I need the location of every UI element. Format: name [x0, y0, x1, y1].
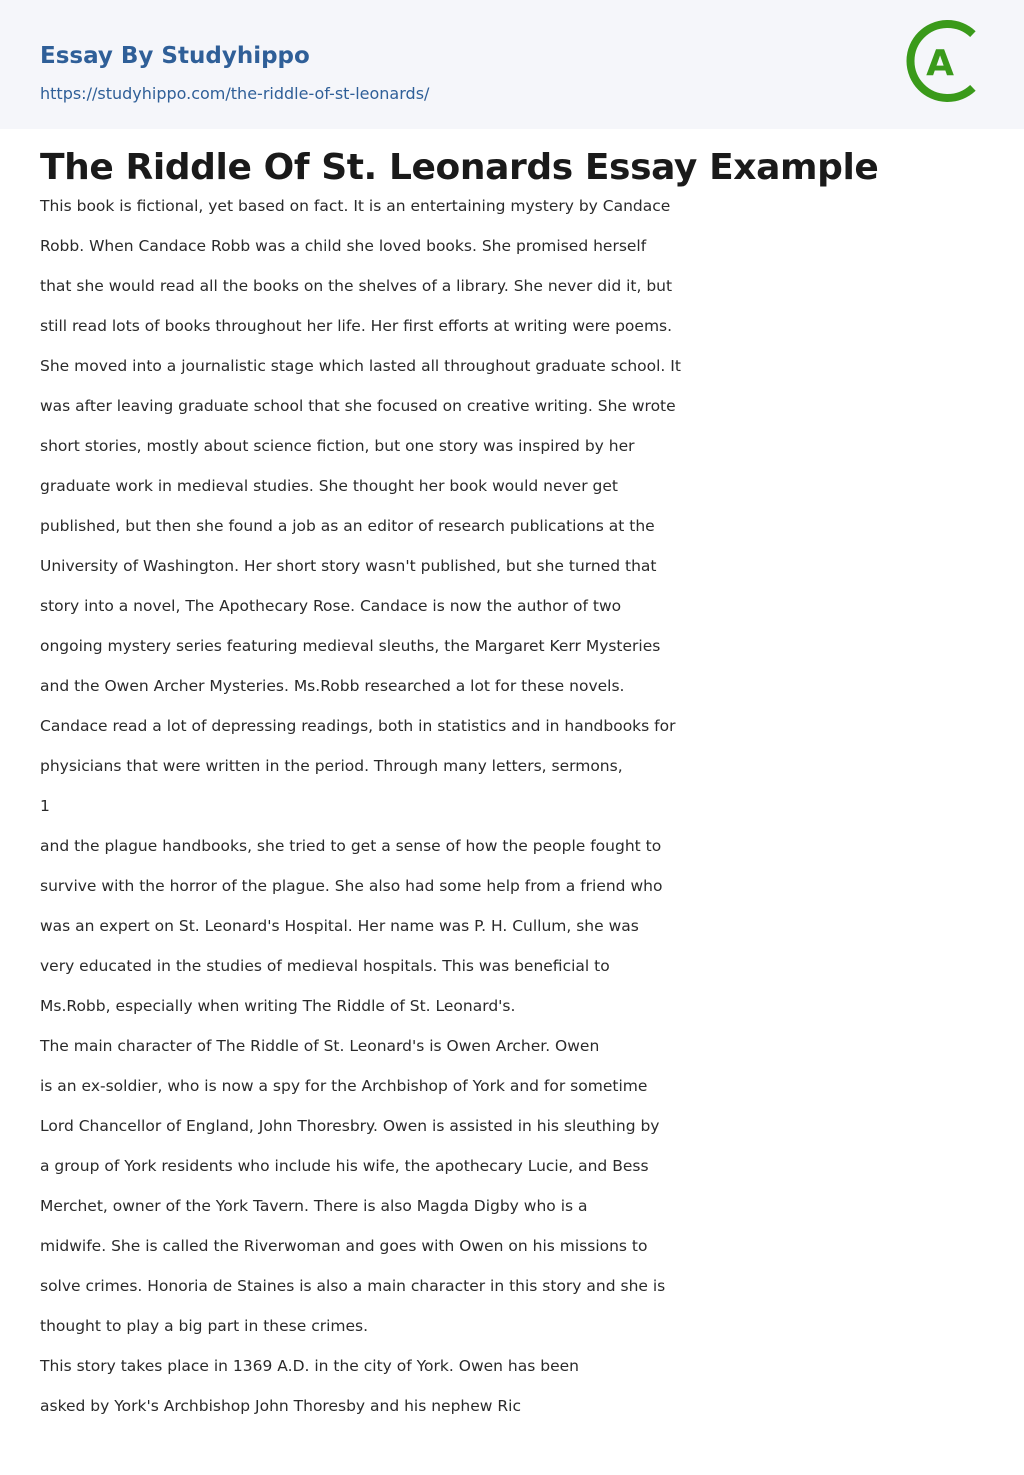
essay-line: was an expert on St. Leonard's Hospital. Her name was P. H. Cullum, she was — [40, 917, 639, 935]
essay-line: was after leaving graduate school that she focused on creative writing. She wrote — [40, 397, 676, 415]
essay-line: survive with the horror of the plague. She also had some help from a friend who — [40, 877, 663, 895]
source-url-link[interactable]: https://studyhippo.com/the-riddle-of-st-leonards/ — [40, 84, 430, 103]
essay-line: This story takes place in 1369 A.D. in the city of York. Owen has been — [40, 1357, 579, 1375]
essay-line: still read lots of books throughout her life. Her first efforts at writing were poems. — [40, 317, 673, 335]
studyhippo-logo-icon[interactable] — [906, 18, 992, 104]
essay-line: and the Owen Archer Mysteries. Ms.Robb researched a lot for these novels. — [40, 677, 625, 695]
essay-line: thought to play a big part in these crimes. — [40, 1317, 369, 1335]
essay-line: that she would read all the books on the shelves of a library. She never did it, but — [40, 277, 673, 295]
essay-line: Robb. When Candace Robb was a child she loved books. She promised herself — [40, 237, 647, 255]
essay-line: ongoing mystery series featuring medieval sleuths, the Margaret Kerr Mysteries — [40, 637, 661, 655]
essay-line: very educated in the studies of medieval hospitals. This was beneficial to — [40, 957, 610, 975]
essay-line: short stories, mostly about science fiction, but one story was inspired by her — [40, 437, 635, 455]
essay-line: physicians that were written in the period. Through many letters, sermons, — [40, 757, 623, 775]
essay-line: Merchet, owner of the York Tavern. There is also Magda Digby who is a — [40, 1197, 588, 1215]
page-title: The Riddle Of St. Leonards Essay Example — [40, 147, 879, 188]
essay-line: is an ex-soldier, who is now a spy for the Archbishop of York and for sometime — [40, 1077, 648, 1095]
site-header — [0, 0, 1024, 129]
essay-line: story into a novel, The Apothecary Rose. Candace is now the author of two — [40, 597, 622, 615]
essay-line: University of Washington. Her short story wasn't published, but she turned that — [40, 557, 657, 575]
essay-line: and the plague handbooks, she tried to get a sense of how the people fought to — [40, 837, 662, 855]
essay-line: solve crimes. Honoria de Staines is also a main character in this story and she is — [40, 1277, 666, 1295]
logo-letter: A — [926, 43, 954, 84]
essay-line: midwife. She is called the Riverwoman and goes with Owen on his missions to — [40, 1237, 648, 1255]
essay-line: 1 — [40, 797, 50, 815]
essay-line: asked by York's Archbishop John Thoresby and his nephew Ric — [40, 1397, 521, 1415]
essay-line: published, but then she found a job as an editor of research publications at the — [40, 517, 655, 535]
essay-line: graduate work in medieval studies. She thought her book would never get — [40, 477, 618, 495]
essay-body — [40, 194, 730, 1434]
essay-line: This book is fictional, yet based on fact. It is an entertaining mystery by Candace — [40, 197, 671, 215]
site-brand[interactable]: Essay By Studyhippo — [40, 43, 310, 69]
essay-line: Candace read a lot of depressing readings, both in statistics and in handbooks for — [40, 717, 676, 735]
essay-line: The main character of The Riddle of St. Leonard's is Owen Archer. Owen — [40, 1037, 600, 1055]
essay-line: Lord Chancellor of England, John Thoresbry. Owen is assisted in his sleuthing by — [40, 1117, 660, 1135]
essay-line: She moved into a journalistic stage which lasted all throughout graduate school. It — [40, 357, 681, 375]
essay-line: Ms.Robb, especially when writing The Riddle of St. Leonard's. — [40, 997, 516, 1015]
essay-line: a group of York residents who include his wife, the apothecary Lucie, and Bess — [40, 1157, 649, 1175]
